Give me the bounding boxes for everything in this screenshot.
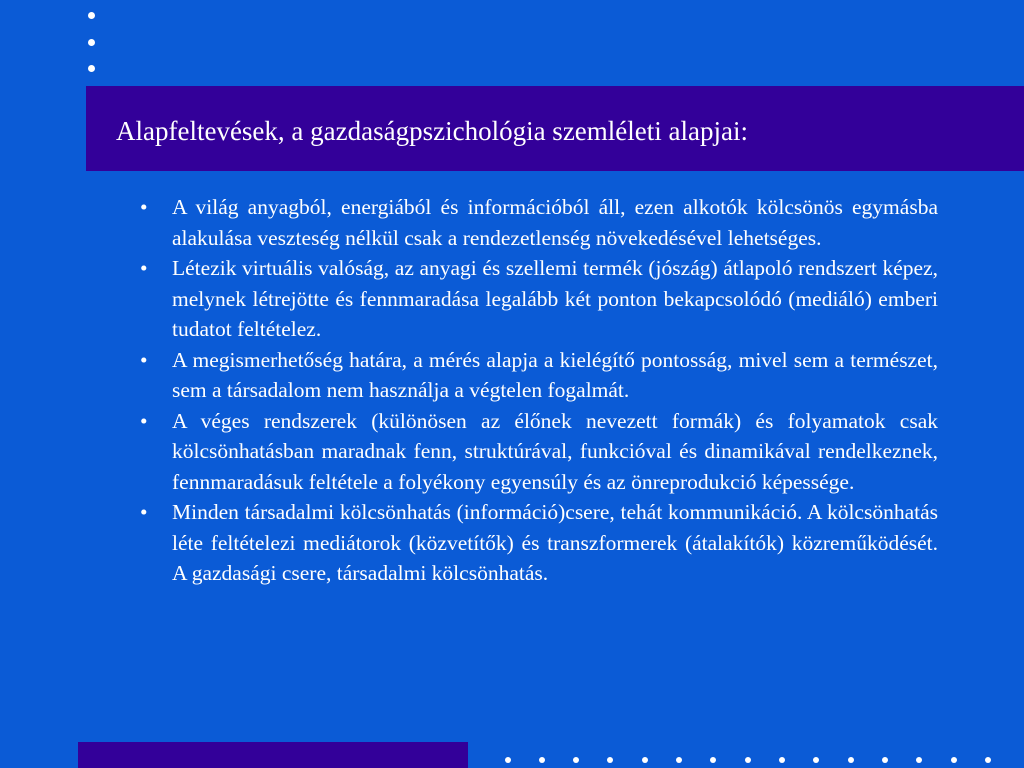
- dot-decoration: [779, 757, 785, 763]
- dot-decoration: [676, 757, 682, 763]
- decorative-dots-left: [88, 10, 100, 80]
- dot-decoration: [607, 757, 613, 763]
- bottom-accent-bar: [78, 742, 468, 768]
- bullet-text: Létezik virtuális valóság, az anyagi és szellemi termék (jószág) átlapoló rendszert képez, melynek létrejötte és fennmaradása legalább két ponton bekapcsolódó (mediáló) emberi tudatot feltételez.: [172, 256, 938, 341]
- dot-decoration: [88, 39, 95, 46]
- bullet-text: A világ anyagból, energiából és információból áll, ezen alkotók kölcsönös egymásba alakulása veszteség nélkül csak a rendezetlenség növekedésével lehetséges.: [172, 195, 938, 250]
- dot-decoration: [882, 757, 888, 763]
- slide-title: Alapfeltevések, a gazdaságpszichológia szemléleti alapjai:: [116, 116, 748, 146]
- bullet-icon: •: [140, 347, 148, 372]
- bullet-text: Minden társadalmi kölcsönhatás (információ)csere, tehát kommunikáció. A kölcsönhatás léte feltételezi mediátorok (közvetítők) és transzformerek (átalakítók) közreműködését. A gazdasági csere, társadalmi kölcsönhatás.: [172, 500, 938, 585]
- dot-decoration: [916, 757, 922, 763]
- dot-decoration: [505, 757, 511, 763]
- dot-decoration: [88, 65, 95, 72]
- bullet-item: [140, 345, 938, 406]
- bullet-item: [140, 406, 938, 498]
- dot-decoration: [642, 757, 648, 763]
- bullet-icon: •: [140, 256, 148, 280]
- dot-decoration: [848, 757, 854, 763]
- bullet-text: A véges rendszerek (különösen az élőnek nevezett formák) és folyamatok csak kölcsönhatásban maradnak fenn, struktúrával, funkcióval és dinamikával rendelkeznek, fennmaradásuk feltétele a folyékony egyensúly és az önreprodukció képessége.: [172, 408, 938, 494]
- dot-decoration: [710, 757, 716, 763]
- decorative-dots-bottom: [505, 757, 1024, 767]
- dot-decoration: [88, 12, 95, 19]
- dot-decoration: [539, 757, 545, 763]
- bullet-icon: •: [140, 500, 148, 524]
- bullet-icon: •: [140, 195, 148, 219]
- bullet-list: [140, 192, 938, 589]
- title-bar: [86, 86, 1024, 171]
- bullet-item: [140, 192, 938, 253]
- dot-decoration: [573, 757, 579, 763]
- bullet-item: [140, 497, 938, 589]
- dot-decoration: [745, 757, 751, 763]
- dot-decoration: [985, 757, 991, 763]
- bullet-icon: •: [140, 408, 148, 433]
- bullet-text: A megismerhetőség határa, a mérés alapja a kielégítő pontosság, mivel sem a természet, sem a társadalom nem használja a végtelen fogalmát.: [172, 347, 938, 402]
- dot-decoration: [951, 757, 957, 763]
- dot-decoration: [813, 757, 819, 763]
- bullet-item: [140, 253, 938, 345]
